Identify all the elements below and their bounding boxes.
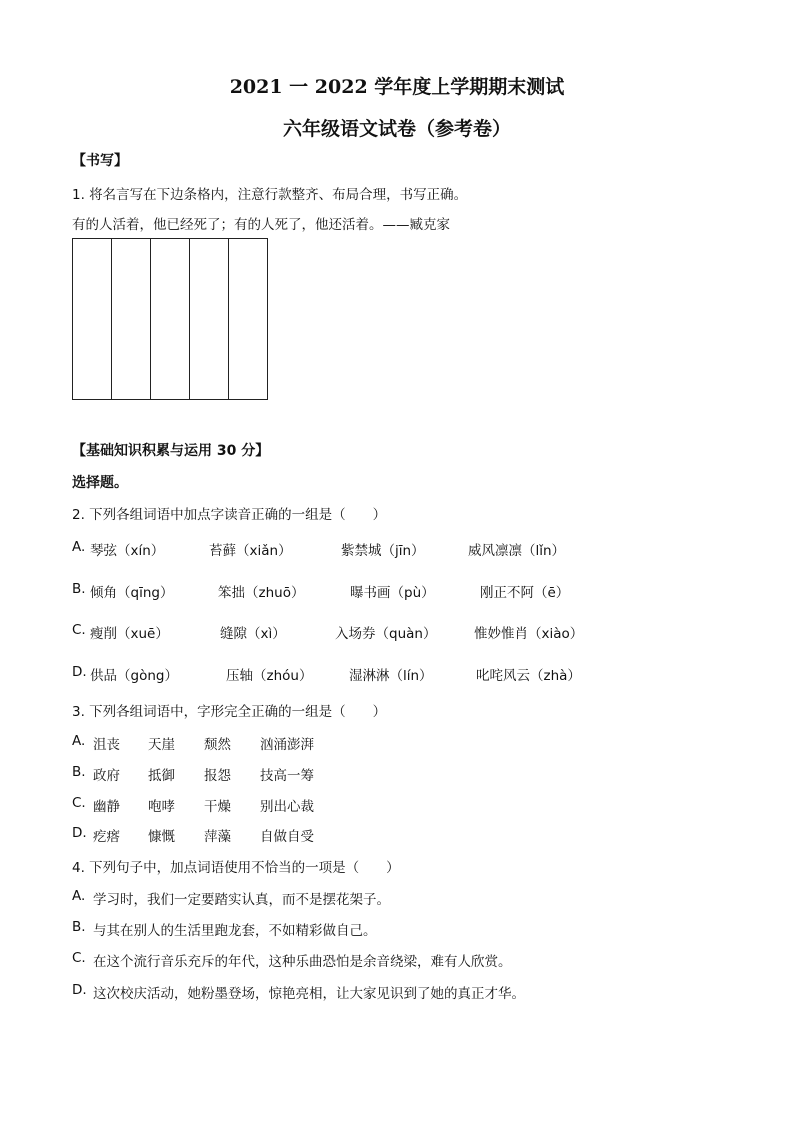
q2-a-item: 紫禁城（jīn） — [341, 543, 425, 559]
q2-b-item: 倾角（qīng） — [90, 585, 174, 601]
option-letter: A. — [72, 539, 86, 555]
exam-subtitle: 六年级语文试卷（参考卷） — [282, 118, 511, 140]
q2-b-item: 刚正不阿（ē） — [480, 585, 570, 601]
q3-option-c: C. — [72, 795, 86, 811]
q2-a-item: 威风凛凛（lǐn） — [468, 543, 566, 559]
q3-option-b: B. — [72, 764, 86, 780]
q2-c-item: 惟妙惟肖（xiào） — [474, 626, 584, 642]
writing-grid-cell — [112, 239, 151, 399]
q1-quote: 有的人活着，他已经死了；有的人死了，他还活着。——臧克家 — [72, 217, 450, 233]
exam-title: 2021 一 2022 学年度上学期期末测试 — [229, 76, 565, 98]
q2-d-item: 湿淋淋（lín） — [349, 668, 433, 684]
q2-prompt: 2. 下列各组词语中加点字读音正确的一组是（ ） — [72, 507, 387, 523]
q2-d-item: 供品（gòng） — [90, 668, 178, 684]
q4-option-d-text: 这次校庆活动，她粉墨登场，惊艳亮相，让大家见识到了她的真正才华。 — [93, 986, 525, 1002]
q2-d-item: 叱咤风云（zhà） — [476, 668, 581, 684]
q3-d-item: 疙瘩 — [93, 829, 120, 845]
q3-c-item: 咆哮 — [148, 799, 175, 815]
q3-a-item: 天崖 — [148, 737, 175, 753]
option-letter: B. — [72, 581, 86, 597]
q3-b-item: 技高一筹 — [260, 768, 314, 784]
q3-b-item: 政府 — [93, 768, 120, 784]
q3-d-item: 萍藻 — [204, 829, 231, 845]
q2-c-item: 入场券（quàn） — [335, 626, 437, 642]
q1-prompt: 1. 将名言写在下边条格内，注意行款整齐、布局合理，书写正确。 — [72, 187, 468, 203]
option-letter: C. — [72, 622, 86, 638]
option-letter: D. — [72, 664, 87, 680]
q4-option-c: C. — [72, 950, 86, 966]
q2-option-d — [72, 664, 87, 680]
writing-grid — [72, 238, 268, 400]
q3-c-item: 别出心裁 — [260, 799, 314, 815]
q4-prompt: 4. 下列句子中，加点词语使用不恰当的一项是（ ） — [72, 860, 400, 876]
q2-c-item: 缝隙（xì） — [220, 626, 286, 642]
q4-option-a: A. — [72, 888, 86, 904]
q3-a-item: 颓然 — [204, 737, 231, 753]
q2-a-item: 琴弦（xín） — [90, 543, 165, 559]
q2-d-item: 压轴（zhóu） — [226, 668, 313, 684]
q3-b-item: 报怨 — [204, 768, 231, 784]
writing-grid-cell — [190, 239, 229, 399]
q3-d-item: 慷慨 — [148, 829, 175, 845]
q3-prompt: 3. 下列各组词语中，字形完全正确的一组是（ ） — [72, 704, 387, 720]
choice-heading: 选择题。 — [72, 475, 128, 491]
q3-option-a: A. — [72, 733, 86, 749]
q4-option-a-text: 学习时，我们一定要踏实认真，而不是摆花架子。 — [93, 892, 390, 908]
q3-c-item: 干燥 — [204, 799, 231, 815]
q2-b-item: 曝书画（pù） — [350, 585, 435, 601]
q3-a-item: 汹涌澎湃 — [260, 737, 314, 753]
q2-option-b — [72, 581, 86, 597]
q4-option-d: D. — [72, 982, 87, 998]
q3-c-item: 幽静 — [93, 799, 120, 815]
section-writing-heading: 【书写】 — [72, 153, 128, 169]
q2-c-item: 瘦削（xuē） — [90, 626, 169, 642]
q3-option-d: D. — [72, 825, 87, 841]
q4-option-b: B. — [72, 919, 86, 935]
q2-option-c — [72, 622, 86, 638]
q4-option-b-text: 与其在别人的生活里跑龙套，不如精彩做自己。 — [93, 923, 377, 939]
q3-d-item: 自做自受 — [260, 829, 314, 845]
q3-b-item: 抵御 — [148, 768, 175, 784]
writing-grid-cell — [229, 239, 267, 399]
q2-a-item: 苔藓（xiǎn） — [209, 543, 292, 559]
q4-option-c-text: 在这个流行音乐充斥的年代，这种乐曲恐怕是余音绕梁，难有人欣赏。 — [93, 954, 512, 970]
q2-b-item: 笨拙（zhuō） — [218, 585, 305, 601]
section-basic-heading: 【基础知识积累与运用 30 分】 — [72, 443, 270, 459]
writing-grid-cell — [73, 239, 112, 399]
q2-option-a — [72, 539, 85, 555]
writing-grid-cell — [151, 239, 190, 399]
q3-a-item: 沮丧 — [93, 737, 120, 753]
